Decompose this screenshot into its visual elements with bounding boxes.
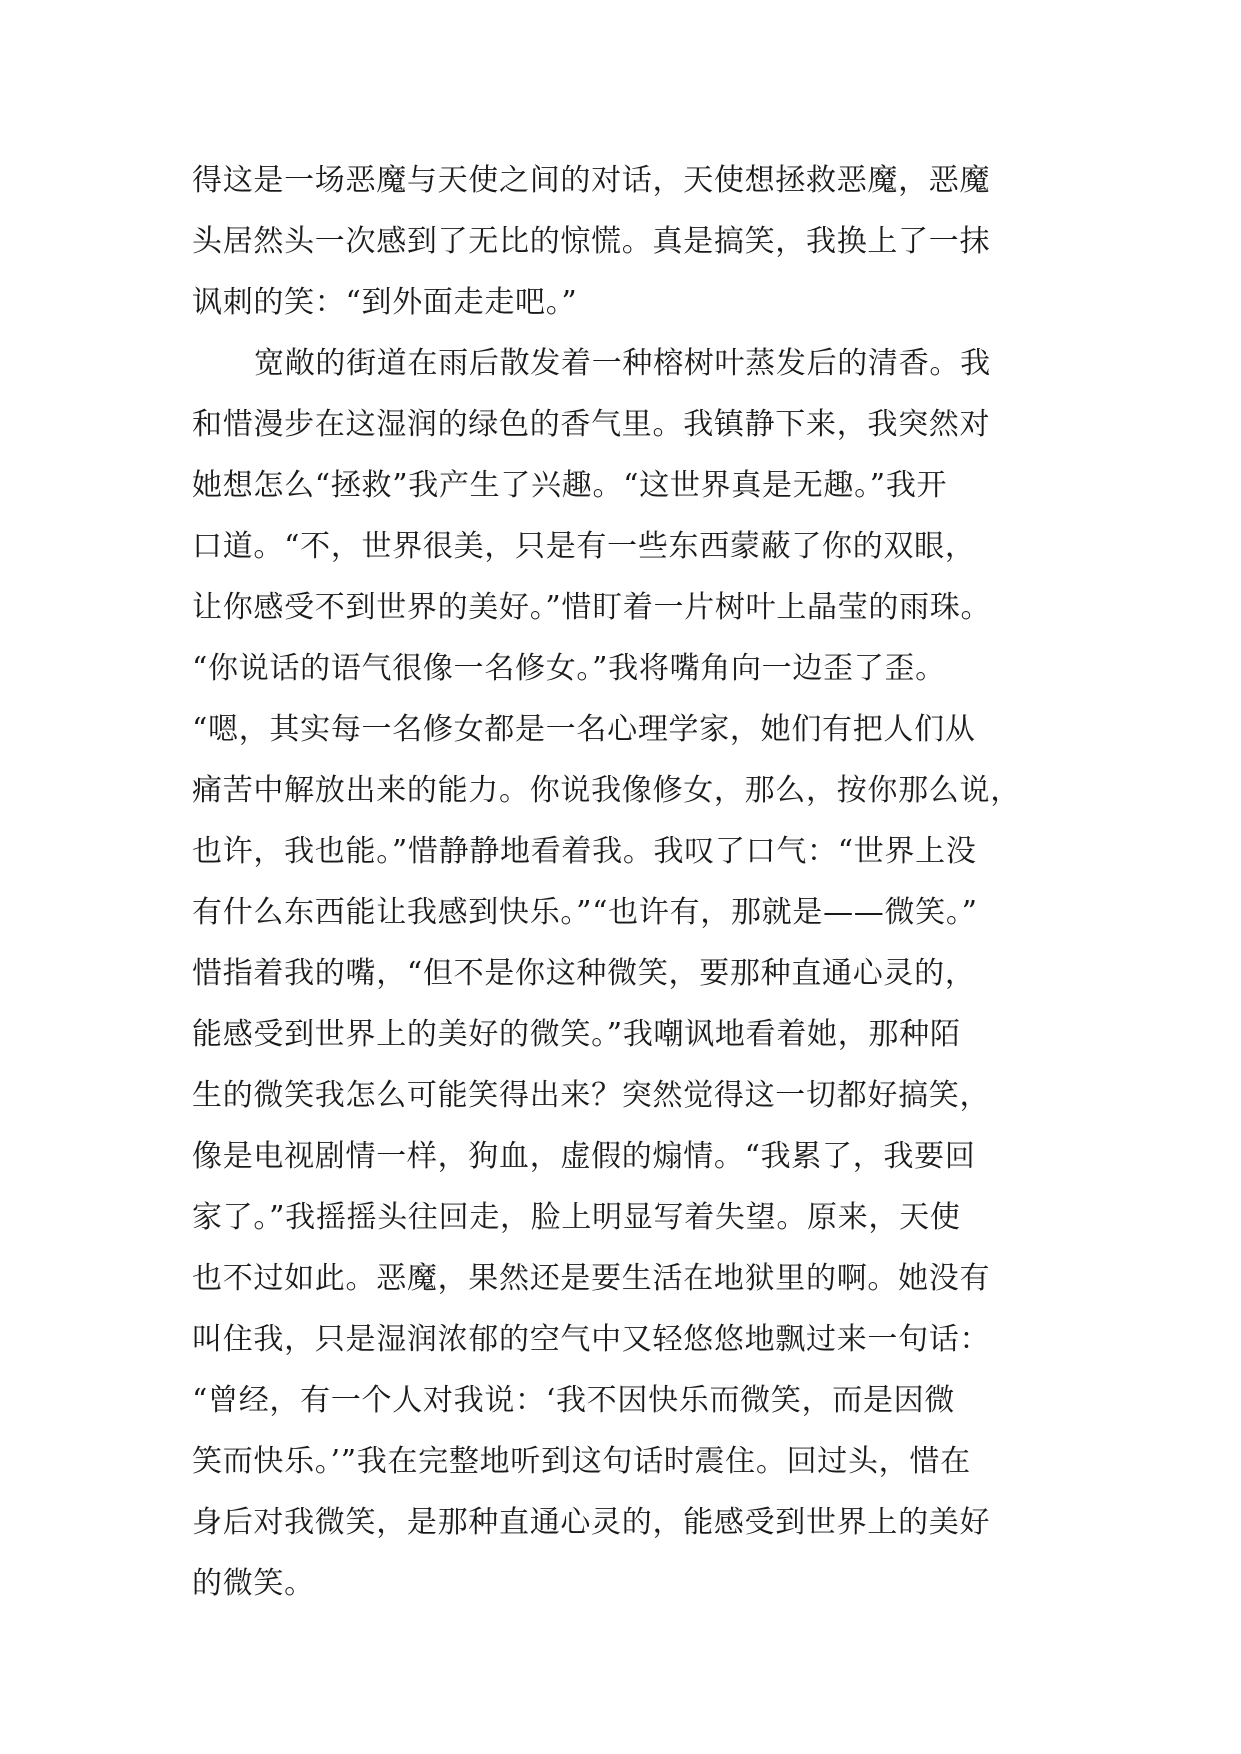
text-line: 也不过如此。恶魔，果然还是要生活在地狱里的啊。她没有 [192, 1261, 991, 1296]
text-line: 她想怎么“拯救”我产生了兴趣。“这世界真是无趣。”我开 [192, 468, 948, 503]
text-line: 惜指着我的嘴，“但不是你这种微笑，要那种直通心灵的， [192, 956, 976, 991]
text-line: 讽刺的笑：“到外面走走吧。” [192, 285, 578, 320]
text-line: 像是电视剧情一样，狗血，虚假的煽情。“我累了，我要回 [192, 1139, 976, 1174]
text-line: “你说话的语气很像一名修女。”我将嘴角向一边歪了歪。 [192, 651, 946, 686]
text-line: 叫住我，只是湿润浓郁的空气中又轻悠悠地飘过来一句话： [192, 1322, 991, 1357]
text-line: 生的微笑我怎么可能笑得出来？突然觉得这一切都好搞笑， [192, 1078, 991, 1113]
text-line: 得这是一场恶魔与天使之间的对话，天使想拯救恶魔，恶魔 [192, 163, 991, 198]
text-line: “嗯，其实每一名修女都是一名心理学家，她们有把人们从 [192, 712, 976, 747]
text-line: 家了。”我摇摇头往回走，脸上明显写着失望。原来，天使 [192, 1200, 961, 1235]
text-line: 也许，我也能。”惜静静地看着我。我叹了口气：“世界上没 [192, 834, 977, 869]
text-line: 头居然头一次感到了无比的惊慌。真是搞笑，我换上了一抹 [192, 224, 991, 259]
paragraph-first-line: 宽敞的街道在雨后散发着一种榕树叶蒸发后的清香。我 [254, 346, 991, 381]
text-line: 能感受到世界上的美好的微笑。”我嘲讽地看着她，那种陌 [192, 1017, 961, 1052]
text-line: 笑而快乐。’”我在完整地听到这句话时震住。回过头，惜在 [192, 1444, 971, 1479]
body-text [192, 150, 1092, 1614]
text-line: 的微笑。 [192, 1566, 315, 1601]
text-line: 身后对我微笑，是那种直通心灵的，能感受到世界上的美好 [192, 1505, 991, 1540]
text-line: 有什么东西能让我感到快乐。”“也许有，那就是——微笑。” [192, 895, 978, 930]
text-line: 痛苦中解放出来的能力。你说我像修女，那么，按你那么说， [192, 773, 1021, 808]
text-line: 口道。“不，世界很美，只是有一些东西蒙蔽了你的双眼， [192, 529, 976, 564]
text-line: 让你感受不到世界的美好。”惜盯着一片树叶上晶莹的雨珠。 [192, 590, 992, 625]
text-line: “曾经，有一个人对我说：‘我不因快乐而微笑，而是因微 [192, 1383, 956, 1418]
text-line: 和惜漫步在这湿润的绿色的香气里。我镇静下来，我突然对 [192, 407, 991, 442]
